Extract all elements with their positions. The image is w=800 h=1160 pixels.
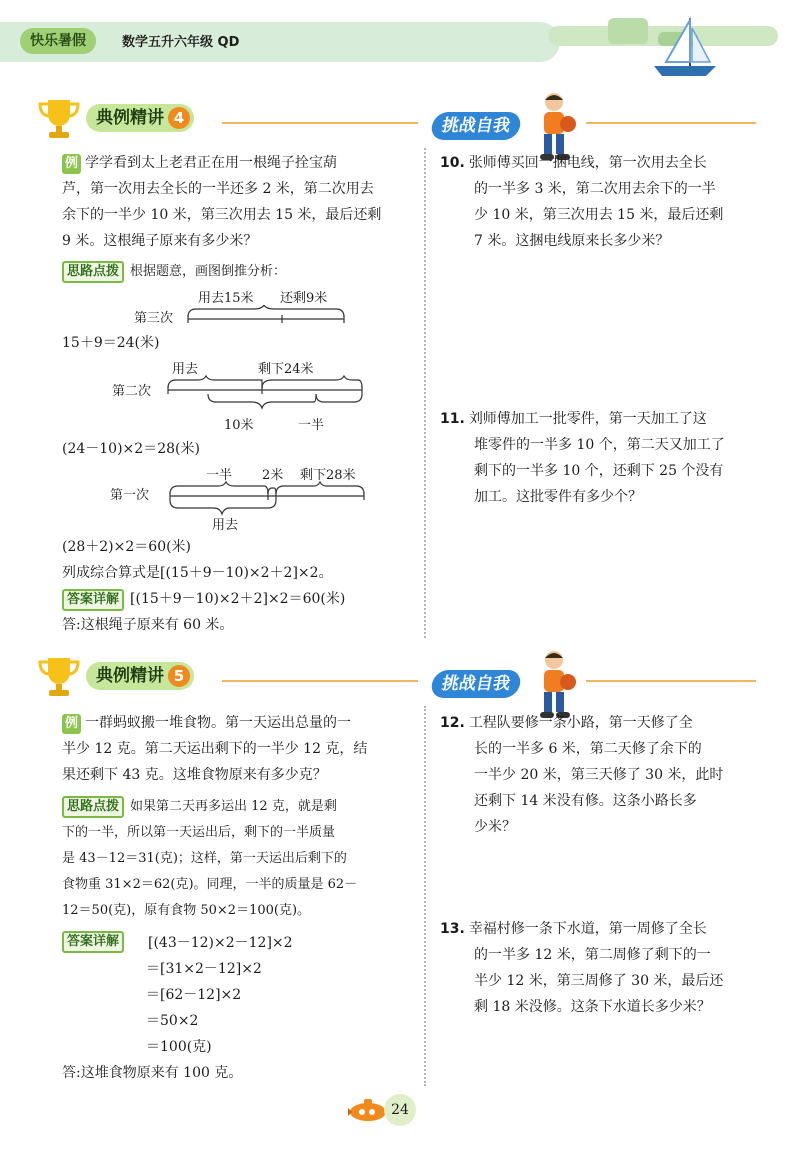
header-badge: 快乐暑假: [20, 28, 96, 54]
d2-half-label: 一半: [298, 418, 325, 433]
example-line: 果还剩下 43 克。这堆食物原来有多少克？: [62, 767, 327, 783]
answer-step: ＝[62－12]×2: [146, 987, 242, 1003]
section4-title-text: 典例精讲: [96, 108, 164, 128]
challenge-label-top: 挑战自我: [440, 116, 512, 136]
answer-step: ＝100(克): [146, 1039, 212, 1055]
example-text: 一群蚂蚁搬一堆食物。第一天运出总量的一: [85, 715, 352, 731]
problem-line: 加工。这批零件有多少个？: [474, 489, 642, 505]
page-number: 24: [384, 1094, 416, 1126]
sailboat-icon: [650, 14, 720, 80]
problem-line: [440, 150, 760, 176]
hint-line: 下的一半，所以第一天运出后，剩下的一半质量: [62, 825, 336, 840]
example-line: 芦，第一次用去全长的一半还多 2 米，第二次用去: [62, 181, 374, 197]
d3-half-label: 一半: [206, 468, 233, 483]
trophy-icon: [36, 654, 82, 698]
section4-title: [86, 104, 194, 132]
section5-answer-tag-wrap: [62, 930, 130, 953]
example-line: [62, 710, 422, 736]
column-divider-bottom: [424, 706, 426, 1086]
challenge-badge-top: [430, 112, 523, 140]
section4-hint: [62, 258, 422, 285]
example-line: 9 米。这根绳子原来有多少米？: [62, 233, 258, 249]
problem-line: 的一半多 3 米，第二次用去余下的一半: [474, 181, 716, 197]
problem-line: 还剩下 14 米没有修。这条小路长多: [474, 793, 697, 809]
calc1: 15＋9＝24(米): [62, 335, 160, 351]
d2-left-label: 剩下24米: [258, 362, 314, 377]
calc2: (24－10)×2＝28(米): [62, 441, 200, 457]
answer-step: ＝[31×2－12]×2: [146, 961, 262, 977]
example-text: 学学看到太上老君正在用一根绳子拴宝葫: [85, 155, 338, 171]
diagram-third: [62, 285, 422, 333]
d1-used-label: 用去15米: [198, 291, 254, 306]
answer-final: 答:这根绳子原来有 60 米。: [62, 617, 234, 633]
hint-line: 12＝50(克)，原有食物 50×2＝100(克)。: [62, 903, 311, 918]
problem-line: 长的一半多 6 米，第二天修了余下的: [474, 741, 702, 757]
section5-answer-final: 答:这堆食物原来有 100 克。: [62, 1065, 243, 1081]
hint-line: 食物重 31×2＝62(克)。同理，一半的质量是 62－: [62, 877, 358, 892]
answer-step: [(43－12)×2－12]×2: [148, 935, 293, 951]
problem-line: [440, 710, 760, 736]
section5-title-text: 典例精讲: [96, 666, 164, 686]
section5-answer-steps: [146, 930, 406, 1060]
section4-rule: [222, 122, 418, 124]
problem-line: 的一半多 12 米，第二周修了剩下的一: [474, 947, 711, 963]
challenge-badge-bottom: [430, 670, 523, 698]
hint-text: 如果第二天再多运出 12 克，就是剩: [130, 799, 337, 814]
answer-step: ＝50×2: [146, 1013, 199, 1029]
problem-line: [440, 406, 760, 432]
example-line: 余下的一半少 10 米，第三次用去 15 米，最后还剩: [62, 207, 382, 223]
section4-calcs: [62, 534, 422, 638]
d1-row-label: 第三次: [134, 311, 174, 326]
combined-formula: 列成综合算式是[(15＋9－10)×2＋2]×2。: [62, 565, 333, 581]
d1-left-label: 还剩9米: [280, 291, 328, 306]
section5-number: 5: [168, 665, 190, 687]
problem-line: [440, 916, 760, 942]
problem-number: 13.: [440, 921, 465, 937]
diagram-first: [62, 462, 422, 536]
d2-used-label: 用去: [172, 362, 199, 377]
header-title: 数学五升六年级 QD: [122, 35, 240, 50]
hint-tag: 思路点拨: [62, 261, 124, 283]
challenge-rule-top: [586, 122, 756, 124]
diagram-second: [62, 356, 422, 432]
d2-bar: [166, 374, 366, 414]
problem-line: 剩下的一半多 10 个，还剩下 25 个没有: [474, 463, 724, 479]
problem-13: [440, 916, 760, 1020]
submarine-icon: [344, 1094, 388, 1126]
column-divider-top: [424, 148, 426, 638]
trophy-icon: [36, 96, 82, 140]
example-tag: 例: [62, 154, 81, 174]
d3-used-label: 用去: [212, 518, 239, 533]
section4-example: [62, 150, 422, 254]
problem-line: 少 10 米，第三次用去 15 米，最后还剩: [474, 207, 724, 223]
problem-line: 堆零件的一半多 10 个，第二天又加工了: [474, 437, 725, 453]
answer-tag: 答案详解: [62, 589, 124, 611]
hint-line: [62, 794, 422, 820]
section5-title: [86, 662, 194, 690]
section4-number: 4: [168, 107, 190, 129]
section5-rule: [222, 680, 418, 682]
answer-expr: [(15＋9－10)×2＋2]×2＝60(米): [130, 591, 346, 607]
section5-hint: [62, 794, 422, 924]
answer-tag: 答案详解: [62, 931, 124, 953]
d3-row-label: 第一次: [110, 488, 150, 503]
problem-line: 剩 18 米没修。这条下水道长多少米？: [474, 999, 711, 1015]
d3-left-label: 剩下28米: [300, 468, 356, 483]
problem-number: 12.: [440, 715, 465, 731]
hint-tag: 思路点拨: [62, 796, 124, 818]
problem-line: 半少 12 米，第三周修了 30 米，最后还: [474, 973, 724, 989]
problem-12: [440, 710, 760, 840]
problem-text: 幸福村修一条下水道，第一周修了全长: [468, 921, 707, 937]
hint-text: 根据题意，画图倒推分析：: [130, 264, 287, 279]
problem-line: 7 米。这捆电线原来长多少米？: [474, 233, 670, 249]
example-line: 半少 12 克。第二天运出剩下的一半少 12 克，结: [62, 741, 368, 757]
problem-text: 张师傅买回一捆电线，第一次用去全长: [468, 155, 707, 171]
challenge-label-bottom: 挑战自我: [440, 674, 512, 694]
d2-row-label: 第二次: [112, 384, 152, 399]
answer-line: [62, 586, 422, 612]
problem-10: [440, 150, 760, 254]
problem-text: 工程队要修一条小路，第一天修了全: [468, 715, 693, 731]
hint-line: 是 43－12＝31(克)；这样，第一天运出后剩下的: [62, 851, 347, 866]
challenge-rule-bottom: [586, 680, 756, 682]
problem-number: 10.: [440, 155, 465, 171]
problem-text: 刘师傅加工一批零件，第一天加工了这: [468, 411, 707, 427]
problem-line: 一半少 20 米，第三天修了 30 米，此时: [474, 767, 724, 783]
calc3: (28＋2)×2＝60(米): [62, 539, 192, 555]
section5-example: [62, 710, 422, 788]
d3-two-label: 2米: [262, 468, 284, 483]
problem-11: [440, 406, 760, 510]
d1-bar: [186, 305, 346, 325]
problem-line: 少米？: [474, 819, 516, 835]
problem-number: 11.: [440, 411, 465, 427]
example-line: [62, 150, 422, 176]
example-tag: 例: [62, 714, 81, 734]
d3-bar: [168, 480, 368, 520]
d2-ten-label: 10米: [224, 418, 254, 433]
